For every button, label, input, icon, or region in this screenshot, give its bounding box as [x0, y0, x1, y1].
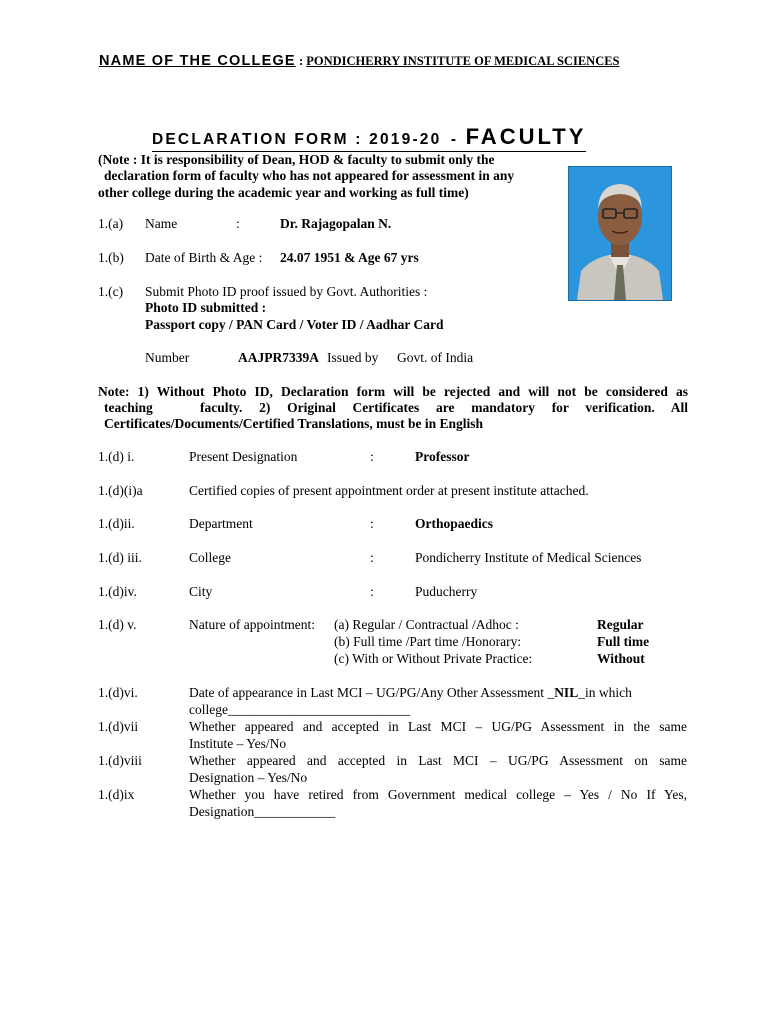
- item-d9-line1: Whether you have retired from Government medical college – Yes / No If Yes,: [189, 787, 687, 802]
- college-name: PONDICHERRY INSTITUTE OF MEDICAL SCIENCES: [306, 54, 620, 68]
- item-1c-num: 1.(c): [98, 284, 124, 299]
- college-header-label: NAME OF THE COLLEGE: [99, 53, 296, 69]
- item-d7-line1: Whether appeared and accepted in Last MCI – UG/PG Assessment in the same: [189, 719, 687, 734]
- item-d1-colon: :: [370, 449, 374, 464]
- item-d3-num: 1.(d) iii.: [98, 550, 142, 565]
- item-d5-label: Nature of appointment:: [189, 617, 315, 632]
- item-1a-colon: :: [236, 216, 240, 231]
- note-mid-line2a: teaching: [104, 400, 153, 415]
- item-d5-num: 1.(d) v.: [98, 617, 137, 632]
- note-top-line1: (Note : It is responsibility of Dean, HOD & faculty to submit only the: [98, 152, 495, 167]
- issued-by-value: Govt. of India: [397, 350, 474, 365]
- appointment-type-b: (b) Full time /Part time /Honorary:: [334, 634, 522, 649]
- form-title: [152, 124, 586, 152]
- id-number-label: Number: [145, 350, 190, 365]
- item-d2-num: 1.(d)ii.: [98, 516, 135, 531]
- item-d8-line2: Designation – Yes/No: [189, 770, 308, 785]
- note-top-line2: declaration form of faculty who has not appeared for assessment in any: [104, 168, 515, 183]
- item-1c-line1: Submit Photo ID proof issued by Govt. Authorities :: [145, 284, 428, 299]
- item-1a-label: Name: [145, 216, 178, 231]
- item-d9-line2: Designation____________: [189, 804, 336, 819]
- faculty-name-value: Dr. Rajagopalan N.: [280, 216, 392, 231]
- appointment-type-a: (a) Regular / Contractual /Adhoc :: [334, 617, 519, 632]
- item-d6-line1c: _in which: [578, 685, 632, 700]
- item-d3-colon: :: [370, 550, 374, 565]
- item-1c-line3: Passport copy / PAN Card / Voter ID / Aadhar Card: [145, 317, 444, 332]
- item-d7-line2: Institute – Yes/No: [189, 736, 287, 751]
- issued-by-label: Issued by: [327, 350, 379, 365]
- city-value: Puducherry: [415, 584, 478, 599]
- college-value: Pondicherry Institute of Medical Sciences: [415, 550, 642, 565]
- item-d9-num: 1.(d)ix: [98, 787, 135, 802]
- note-mid-line2b: faculty. 2) Original Certificates are mandatory for verification. All: [200, 400, 688, 415]
- item-d6-line1: [189, 685, 687, 701]
- form-title-faculty: FACULTY: [465, 124, 587, 149]
- item-d4-num: 1.(d)iv.: [98, 584, 137, 599]
- form-title-dash: -: [450, 131, 459, 148]
- designation-value: Professor: [415, 449, 470, 464]
- item-d1-label: Present Designation: [189, 449, 298, 464]
- item-d6-line2: college___________________________: [189, 702, 411, 717]
- appointment-type-c-value: Without: [597, 651, 645, 666]
- item-d3-label: College: [189, 550, 231, 565]
- id-number-value: AAJPR7339A: [238, 350, 319, 365]
- college-header-sep: :: [295, 54, 307, 68]
- item-1b-num: 1.(b): [98, 250, 124, 265]
- college-header: [99, 53, 620, 69]
- item-d1-num: 1.(d) i.: [98, 449, 135, 464]
- note-mid-line1: Note: 1) Without Photo ID, Declaration form will be rejected and will not be considered as: [98, 384, 688, 399]
- item-d2-colon: :: [370, 516, 374, 531]
- item-d6-num: 1.(d)vi.: [98, 685, 138, 700]
- item-1c-line2: Photo ID submitted :: [145, 300, 267, 315]
- form-title-text: DECLARATION FORM : 2019-20: [152, 131, 442, 148]
- last-mci-assessment-value: NIL: [554, 685, 579, 700]
- dob-age-value: 24.07 1951 & Age 67 yrs: [280, 250, 419, 265]
- appointment-type-a-value: Regular: [597, 617, 644, 632]
- faculty-photo: [568, 166, 672, 301]
- item-d8-line1: Whether appeared and accepted in Last MCI – UG/PG Assessment on same: [189, 753, 687, 768]
- appointment-type-c: (c) With or Without Private Practice:: [334, 651, 533, 666]
- note-top-line3: other college during the academic year and working as full time): [98, 185, 469, 200]
- note-mid-line3: Certificates/Documents/Certified Translations, must be in English: [104, 416, 483, 431]
- item-1a-num: 1.(a): [98, 216, 124, 231]
- item-d4-label: City: [189, 584, 213, 599]
- item-1b-label: Date of Birth & Age :: [145, 250, 263, 265]
- item-d4-colon: :: [370, 584, 374, 599]
- item-d7-num: 1.(d)vii: [98, 719, 139, 734]
- item-d1a-text: Certified copies of present appointment order at present institute attached.: [189, 483, 589, 498]
- item-d1a-num: 1.(d)(i)a: [98, 483, 143, 498]
- appointment-type-b-value: Full time: [597, 634, 650, 649]
- department-value: Orthopaedics: [415, 516, 494, 531]
- item-d8-num: 1.(d)viii: [98, 753, 142, 768]
- item-d6-line1a: Date of appearance in Last MCI – UG/PG/Any Other Assessment _: [189, 685, 555, 700]
- item-d2-label: Department: [189, 516, 253, 531]
